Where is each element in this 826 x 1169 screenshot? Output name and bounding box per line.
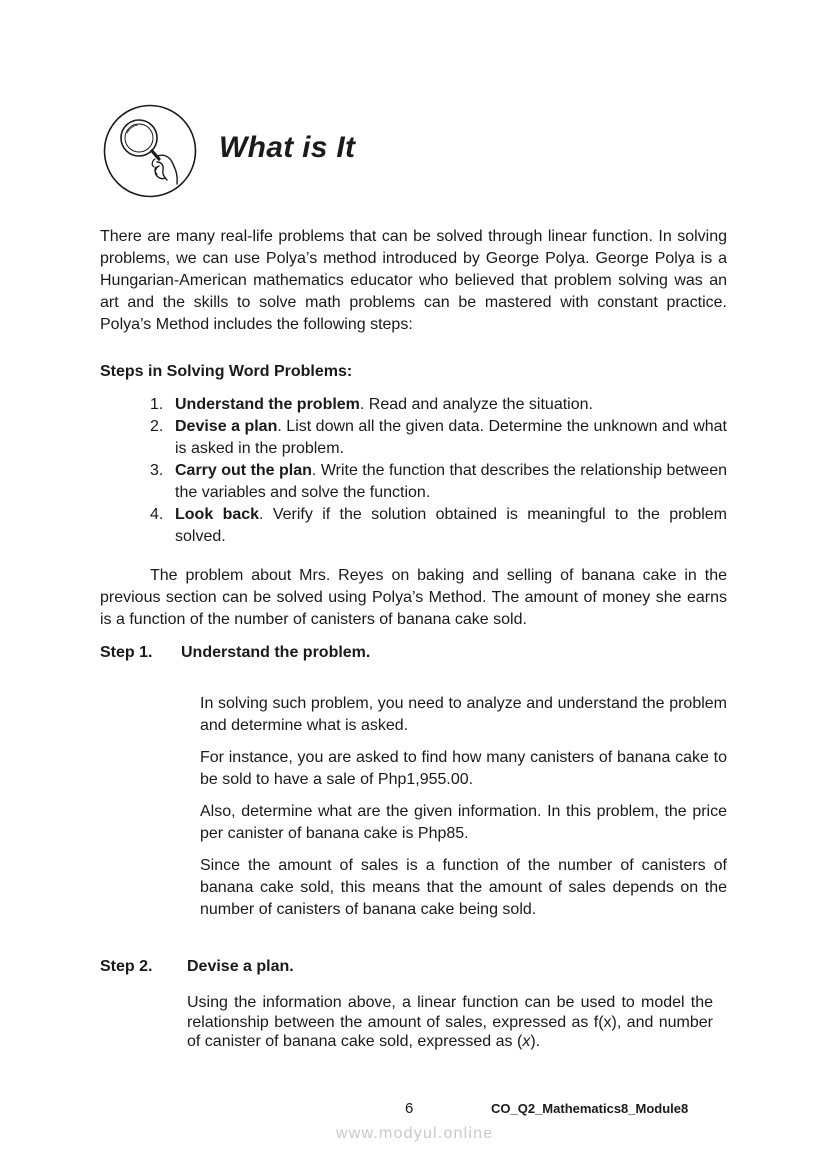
step1-paragraph: Since the amount of sales is a function of the number of canisters of banana cake sold, this means that the amount of sales depends on the number of canisters of banana cake being sold. [200,857,727,918]
step-number: 3. [150,462,164,479]
step-number: 1. [150,396,164,413]
list-item [150,416,727,460]
step-description: . List down all the given data. Determine the unknown and what is asked in the problem. [175,418,727,457]
step-description: . Verify if the solution obtained is meaningful to the problem solved. [175,506,727,545]
section-title: What is It [219,131,356,164]
step-description: . Read and analyze the situation. [359,396,593,413]
step2-body [187,993,713,1052]
watermark: www.modyul.online [336,1125,494,1142]
step2-variable: x [522,1033,531,1050]
step-keyword: Carry out the plan [175,462,312,479]
step-number: 4. [150,506,164,523]
step-keyword: Devise a plan [175,418,278,435]
step2-text: Using the information above, a linear function can be used to model the relationship between the amount of sales, expressed as f(x), and number of canister of banana cake sold, expressed as ( [187,994,713,1050]
module-code: CO_Q2_Mathematics8_Module8 [491,1101,689,1116]
magnifier-in-hand-icon [103,104,197,198]
step-description: . Write the function that describes the relationship between the variables and solve the function. [175,462,727,501]
step1-paragraph: For instance, you are asked to find how many canisters of banana cake to be sold to have a sale of Php1,955.00. [200,749,727,788]
intro-paragraph: There are many real-life problems that can be solved through linear function. In solving problems, we can use Polya’s method introduced by George Polya. George Polya is a Hungarian-American mathematics educator who believed that problem solving was an art and the skills to solve math problems can be mastered with constant practice. Polya’s Method includes the following steps: [100,228,727,333]
steps-heading: Steps in Solving Word Problems: [100,363,353,380]
step1-paragraph: Also, determine what are the given information. In this problem, the price per canister of banana cake is Php85. [200,803,727,842]
step1-label: Step 1. [100,644,153,661]
step-keyword: Look back [175,506,260,523]
page-number: 6 [405,1100,414,1117]
step1-body [200,693,727,931]
step2-title: Devise a plan. [187,958,294,975]
step2-text-end: ). [530,1033,541,1050]
problem-paragraph: The problem about Mrs. Reyes on baking and selling of banana cake in the previous section can be solved using Polya’s Method. The amount of money she earns is a function of the number of canisters of banana cake sold. [100,567,727,628]
step2-label: Step 2. [100,958,153,975]
step1-paragraph: In solving such problem, you need to analyze and understand the problem and determine what is asked. [200,695,727,734]
list-item [150,394,727,416]
step2-heading [100,956,294,978]
steps-list [150,394,727,548]
list-item [150,504,727,548]
list-item [150,460,727,504]
step-number: 2. [150,418,164,435]
step1-title: Understand the problem. [181,644,371,661]
step1-heading [100,642,370,664]
step-keyword: Understand the problem [175,396,360,413]
